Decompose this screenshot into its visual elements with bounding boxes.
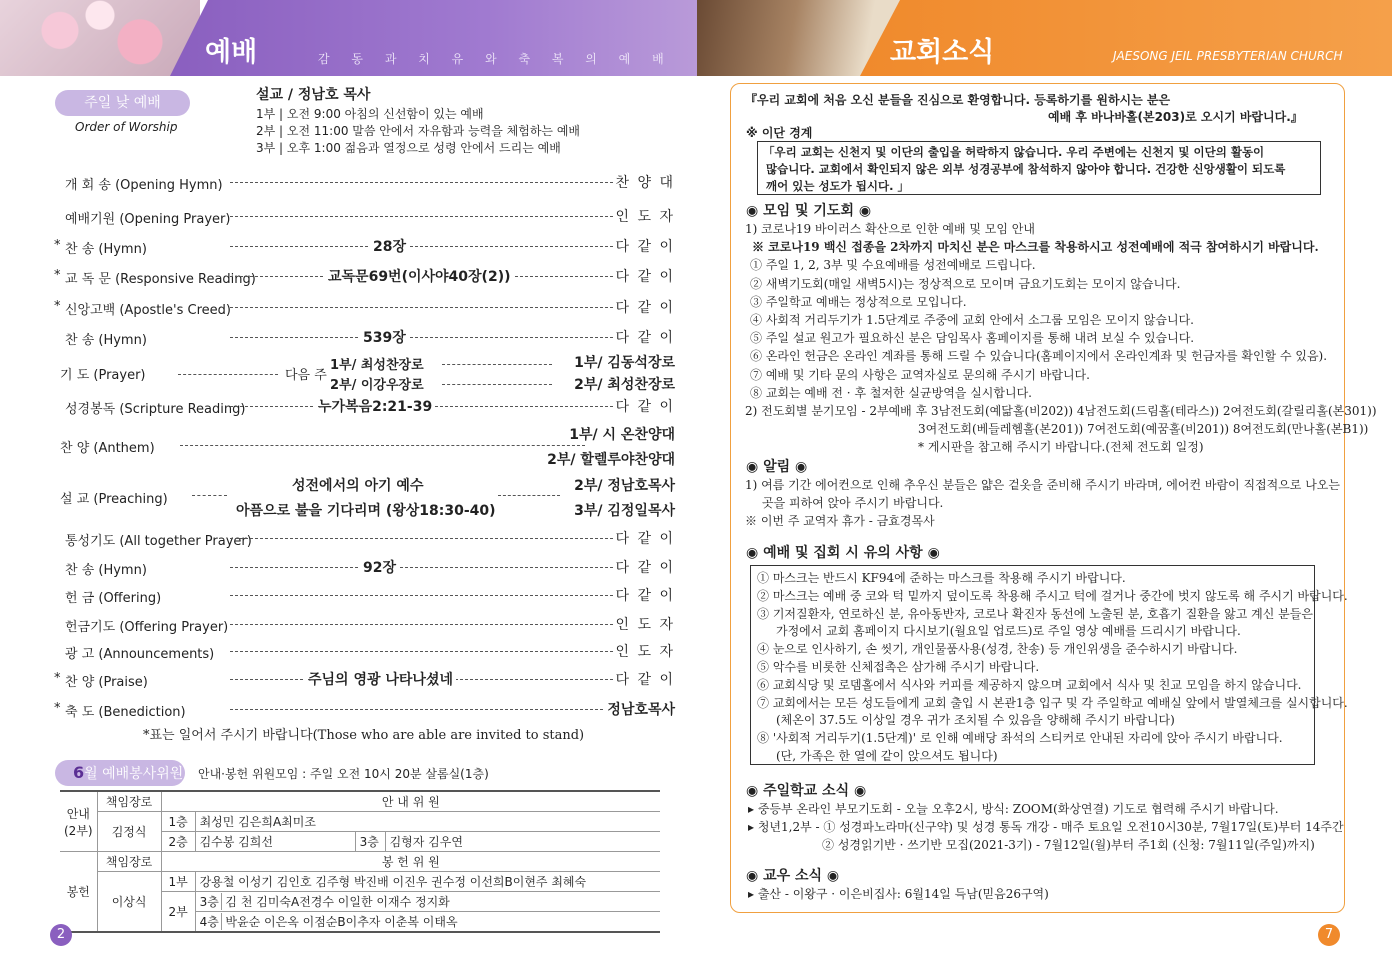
section-notices: ◉ 알림 ◉	[746, 459, 808, 475]
order-row	[60, 614, 675, 636]
stand-marker: *	[54, 299, 61, 314]
order-label: 찬 송 (Hymn)	[65, 333, 147, 348]
part-1: 1부	[161, 872, 195, 892]
floor-2-names: 김수봉 김희선	[195, 832, 355, 852]
part-2b-names: 박윤순 이은옥 이점순B이추자 이춘복 이태옥	[225, 915, 458, 929]
part-2a-names: 김 천 김미숙A전경수 이일한 이재수 정지화	[225, 895, 450, 909]
s3_lines-line: ⑧ '사회적 거리두기(1.5단계)' 로 인해 예배당 좌석의 스티커로 안내된 자리에 앉아 주시기 바랍니다.	[757, 731, 1283, 746]
leader-dots	[178, 374, 278, 375]
stand-marker: *	[54, 238, 61, 253]
order-value: 539장	[360, 327, 409, 347]
leader-dots	[442, 364, 552, 365]
order-responder: 인 도 자	[613, 641, 675, 661]
badge-label: 월 예배봉사위원	[84, 766, 184, 782]
order-label: 헌금기도 (Offering Prayer)	[65, 620, 229, 635]
s3_lines-line: ③ 기저질환자, 연로하신 분, 유아동반자, 코로나 확진자 동선에 노출된 분, 호흡기 질환을 앓고 계신 분들은	[757, 606, 1313, 621]
service-1: 1부 | 오전 9:00 아침의 신선함이 있는 예배	[256, 107, 484, 121]
s1_lines-line: * 게시판을 참고해 주시기 바랍니다.(전체 전도회 일정)	[918, 440, 1204, 455]
prayer-this-2: 2부/ 최성찬장로	[574, 377, 675, 393]
order-label: 찬 양 (Anthem)	[60, 441, 155, 456]
order-label: 신앙고백 (Apostle's Creed)	[65, 303, 231, 318]
order-row	[60, 585, 675, 607]
leader-dots	[498, 495, 560, 496]
floor-4: 4층	[200, 913, 222, 930]
heresy-title: ※ 이단 경계	[746, 126, 813, 140]
order-label: 찬 송 (Hymn)	[65, 242, 147, 257]
s2_lines-line: 1) 여름 기간 에어컨으로 인해 추우신 분들은 얇은 겉옷을 준비해 주시기 바라며, 에어컨 바람이 직접적으로 나오는	[745, 478, 1340, 492]
order-label: 헌 금 (Offering)	[65, 591, 162, 606]
s1_lines-line: ② 새벽기도회(매일 새벽5시)는 정상적으로 모이며 금요기도회는 모이지 않습니다.	[750, 276, 1181, 291]
leader-dots	[230, 538, 613, 539]
s2_lines-line: 곳을 피하여 앉아 주시기 바랍니다.	[762, 496, 944, 510]
welcome-line-1: 『우리 교회에 처음 오신 분들을 진심으로 환영합니다. 등록하기를 원하시는 분은	[745, 93, 1171, 107]
heresy-line-3: 깨어 있는 성도가 됩시다. 」	[766, 179, 909, 193]
s1_lines-line: 2) 전도회별 분기모임 - 2부예배 후 3남전도회(예닮홀(비202)) 4남전도회(드림홀(테라스)) 2여전도회(갈릴리홀(본301))	[745, 404, 1377, 418]
s3_lines-line: ⑥ 교회식당 및 로뎀홀에서 식사와 커피를 제공하지 않으며 교회에서 식사 및 친교 모임을 하지 않습니다.	[757, 677, 1302, 692]
order-label: 개 회 송 (Opening Hymn)	[65, 178, 223, 193]
s1_lines-line: ⑦ 예배 및 기타 문의 사항은 교역자실로 문의해 주시기 바랍니다.	[750, 367, 1090, 382]
order-responder: 인 도 자	[613, 614, 675, 634]
service-3: 3부 | 오후 1:00 젊음과 열정으로 성령 안에서 드리는 예배	[256, 141, 561, 155]
order-label: 성경봉독 (Scripture Reading)	[65, 402, 246, 417]
order-of-worship-label: Order of Worship	[75, 120, 178, 134]
order-label: 교 독 문 (Responsive Reading)	[65, 272, 256, 287]
leader-dots	[230, 595, 613, 596]
order-row	[60, 172, 675, 194]
order-row	[54, 266, 675, 288]
order-row	[60, 528, 675, 550]
order-row-sermon	[60, 475, 675, 519]
offer-label: 봉헌	[60, 852, 97, 933]
s1_lines-line: ④ 사회적 거리두기가 1.5단계로 주중에 교회 안에서 소그룹 모임은 모이지 않습니다.	[750, 313, 1194, 327]
floor-1: 1층	[161, 812, 195, 832]
s1_lines-line: ※ 코로나19 백신 접종을 2차까지 마치신 분은 마스크를 착용하시고 성전예배에 적극 참여하시기 바랍니다.	[752, 240, 1319, 255]
leader-dots	[230, 624, 613, 625]
prayer-next-2: 2부/ 이강우장로	[330, 378, 424, 393]
leader-dots	[230, 651, 613, 652]
order-responder: 다 같 이	[613, 669, 675, 689]
leader-dots	[442, 384, 552, 385]
order-row	[60, 396, 675, 418]
s1_lines-line: 1) 코로나19 바이러스 확산으로 인한 예배 및 모임 안내	[745, 222, 1035, 236]
page-number-right: 7	[1318, 924, 1340, 946]
order-label: 기 도 (Prayer)	[60, 368, 146, 383]
section-member-news: ◉ 교우 소식 ◉	[746, 868, 840, 884]
page-number-left: 2	[50, 924, 72, 946]
offer-elder: 이상식	[97, 872, 161, 933]
leader-dots	[230, 246, 613, 247]
s1_lines-line: ⑧ 교회는 예배 전 · 후 철저한 실균방역을 실시합니다.	[750, 385, 1032, 400]
header-elder-2: 책임장로	[97, 852, 161, 872]
header-elder: 책임장로	[97, 791, 161, 812]
part-2b-row	[195, 912, 660, 933]
order-responder: 정남호목사	[604, 699, 675, 719]
volunteer-meeting: 안내·봉헌 위원모임 : 주일 오전 10시 20분 살롬실(1층)	[198, 767, 489, 781]
order-row	[60, 327, 675, 349]
part-2a-row	[195, 892, 660, 912]
service-2: 2부 | 오전 11:00 말씀 안에서 자유함과 능력을 체험하는 예배	[256, 124, 581, 138]
guide-label: 안내	[66, 806, 90, 821]
leader-dots	[180, 445, 585, 446]
leader-dots	[192, 495, 227, 496]
order-value: 누가복음2:21-39	[315, 396, 435, 416]
order-label: 찬 양 (Praise)	[65, 675, 148, 690]
order-row	[54, 669, 675, 691]
order-label: 설 교 (Preaching)	[60, 492, 168, 507]
header-guide: 안 내 위 원	[161, 791, 660, 812]
order-value: 92장	[360, 557, 399, 577]
s1_lines-line: ① 주일 1, 2, 3부 및 수요예배를 성전예배로 드립니다.	[750, 258, 1036, 273]
order-responder: 다 같 이	[613, 585, 675, 605]
leader-dots	[230, 182, 613, 183]
section-precautions: ◉ 예배 및 집회 시 유의 사항 ◉	[746, 545, 940, 561]
s5_lines-line: ▸ 출산 - 이왕구 · 이은비집사: 6월14일 득남(믿음26구역)	[748, 887, 1049, 901]
order-row-anthem	[60, 424, 675, 468]
s3_lines-line: (단, 가족은 한 열에 같이 앉으셔도 됩니다)	[776, 749, 998, 763]
worship-badge: 주일 낮 예배	[55, 90, 190, 116]
order-row	[60, 641, 675, 663]
s3_lines-line: ④ 눈으로 인사하기, 손 씻기, 개인물품사용(성경, 찬송) 등 개인위생을 준수하시기 바랍니다.	[757, 642, 1238, 657]
order-label: 통성기도 (All together Prayer)	[65, 534, 252, 549]
guide-elder: 김정식	[97, 812, 161, 852]
floor-3b: 3층	[200, 893, 222, 910]
s3_lines-line: (체온이 37.5도 이상일 경우 귀가 조치될 수 있음을 양해해 주시기 바랍니다)	[776, 713, 1175, 728]
s2_lines-line: ※ 이번 주 교역자 휴가 - 금효경목사	[745, 514, 935, 528]
order-row	[54, 236, 675, 258]
anthem-2: 2부/ 할렐루야찬양대	[547, 452, 675, 468]
floor-3: 3층	[355, 832, 385, 852]
sermon-preacher: 설교 / 정남호 목사	[256, 87, 371, 103]
order-row	[60, 557, 675, 579]
order-row	[60, 206, 675, 228]
floor-1-names: 최성민 김은희A최미조	[195, 812, 660, 832]
order-responder: 다 같 이	[613, 266, 675, 286]
order-responder: 다 같 이	[613, 297, 675, 317]
section-meetings: ◉ 모임 및 기도회 ◉	[746, 203, 872, 219]
floor-3-names: 김형자 김우연	[385, 832, 660, 852]
s1_lines-line: 3여전도회(베들레헴홀(본201)) 7여전도회(예꿈홀(비201)) 8여전도회(만나홀(본B1))	[918, 422, 1369, 437]
leader-dots	[230, 307, 613, 308]
part-1-names: 강용철 이성기 김인호 김주형 박진배 이진우 권수정 이선희B이현주 최혜숙	[195, 872, 660, 892]
s3_lines-line: ⑤ 악수를 비롯한 신체접촉은 삼가해 주시기 바랍니다.	[757, 660, 1040, 674]
floor-2: 2층	[161, 832, 195, 852]
order-label: 찬 송 (Hymn)	[65, 563, 147, 578]
june-volunteers-badge	[55, 760, 185, 786]
order-row	[54, 699, 675, 721]
anthem-1: 1부/ 시 온찬양대	[569, 427, 675, 443]
order-responder: 다 같 이	[613, 327, 675, 347]
heresy-line-1: 「우리 교회는 신천지 및 이단의 출입을 허락하지 않습니다. 우리 주변에는 신천지 및 이단의 활동이	[763, 145, 1265, 159]
order-responder: 인 도 자	[613, 206, 675, 226]
order-responder: 찬 양 대	[613, 172, 675, 192]
standing-note: *표는 일어서 주시기 바랍니다(Those who are able are invited to stand)	[143, 728, 585, 743]
order-label: 축 도 (Benediction)	[65, 705, 186, 720]
order-responder: 다 같 이	[613, 528, 675, 548]
order-value: 교독문69번(이사야40장(2))	[325, 266, 514, 286]
leader-dots	[230, 567, 613, 568]
flower-photo	[0, 0, 200, 76]
leader-dots	[230, 709, 613, 710]
section-sunday-school: ◉ 주일학교 소식 ◉	[746, 783, 867, 799]
stand-marker: *	[54, 671, 61, 686]
order-row	[54, 297, 675, 319]
header-offer: 봉 헌 위 원	[161, 852, 660, 872]
s3_lines-line: ② 마스크는 예배 중 코와 턱 밑까지 덮이도록 착용해 주시고 턱에 걸거나 중간에 벗지 않도록 해 주시기 바랍니다.	[757, 588, 1348, 603]
s1_lines-line: ⑤ 주일 설교 원고가 필요하신 분은 담임목사 홈페이지를 통해 내려 보실 수 있습니다.	[750, 331, 1195, 346]
part-2: 2부	[168, 905, 188, 919]
order-label: 예배기원 (Opening Prayer)	[65, 212, 231, 227]
order-value: 28장	[370, 236, 409, 256]
left-header-subtitle: 감 동 과 치 유 와 축 복 의 예 배	[318, 52, 673, 66]
sermon-preacher-2: 2부/ 정남호목사	[574, 478, 675, 494]
guide-label-cell	[60, 791, 97, 852]
order-label: 광 고 (Announcements)	[65, 647, 215, 662]
welcome-line-2: 예배 후 바나바홀(본203)로 오시기 바랍니다.』	[1048, 110, 1303, 124]
order-row-prayer	[60, 355, 675, 394]
order-value: 주님의 영광 나타나셨네	[305, 669, 456, 689]
leader-dots	[230, 337, 613, 338]
part-2-cell	[161, 892, 195, 933]
s3_lines-line: ⑦ 교회에서는 모든 성도들에게 교회 출입 시 본관1층 입구 및 각 주일학교 예배실 앞에서 발열체크를 실시합니다.	[757, 695, 1348, 710]
right-header-title: 교회소식	[890, 37, 995, 68]
order-responder: 다 같 이	[613, 557, 675, 577]
s4_lines-line: ② 성경읽기반 · 쓰기반 모집(2021-3기) - 7월12일(월)부터 주1회 (신청: 7월11일(주일)까지)	[822, 838, 1315, 852]
volunteer-table	[60, 790, 660, 933]
order-responder: 다 같 이	[613, 396, 675, 416]
s1_lines-line: ⑥ 온라인 헌금은 온라인 계좌를 통해 드릴 수 있습니다(홈페이지에서 온라인계좌 및 헌금자를 확인할 수 있음).	[750, 349, 1328, 364]
heresy-line-2: 많습니다. 교회에서 확인되지 않은 외부 성경공부에 참석하지 않아야 합니다. 건강한 신앙생활이 되도록	[766, 162, 1286, 176]
month-number: 6	[73, 763, 85, 782]
sermon-preacher-3: 3부/ 김정일목사	[574, 503, 675, 519]
right-header-subtitle: JAESONG JEIL PRESBYTERIAN CHURCH	[1113, 49, 1343, 63]
s3_lines-line: 가정에서 교회 홈페이지 다시보기(월요일 업로드)로 주일 영상 예배를 드리시기 바랍니다.	[776, 624, 1241, 639]
left-header-title: 예배	[205, 37, 258, 68]
guide-label-sub: (2부)	[64, 823, 93, 838]
s4_lines-line: ▸ 청년1,2부 - ① 성경파노라마(신구약) 및 성경 통독 개강 - 매주 토요일 오전10시30분, 7월17일(토)부터 14주간	[748, 820, 1344, 834]
prayer-this-1: 1부/ 김동석장로	[574, 355, 675, 371]
next-week-label: 다음 주	[285, 368, 327, 383]
sermon-title-2: 아픔으로 불을 기다리며 (왕상18:30-40)	[236, 503, 496, 519]
s3_lines-line: ① 마스크는 반드시 KF94에 준하는 마스크를 착용해 주시기 바랍니다.	[757, 571, 1126, 585]
prayer-next-1: 1부/ 최성찬장로	[330, 358, 424, 373]
stand-marker: *	[54, 268, 61, 283]
stand-marker: *	[54, 701, 61, 716]
order-responder: 다 같 이	[613, 236, 675, 256]
s1_lines-line: ③ 주일학교 예배는 정상적으로 모입니다.	[750, 294, 967, 309]
s4_lines-line: ▸ 중등부 온라인 부모기도회 - 오늘 오후2시, 방식: ZOOM(화상연결) 기도로 협력해 주시기 바랍니다.	[748, 802, 1279, 816]
sermon-title-1: 성전에서의 아기 예수	[292, 478, 424, 494]
leader-dots	[230, 216, 613, 217]
